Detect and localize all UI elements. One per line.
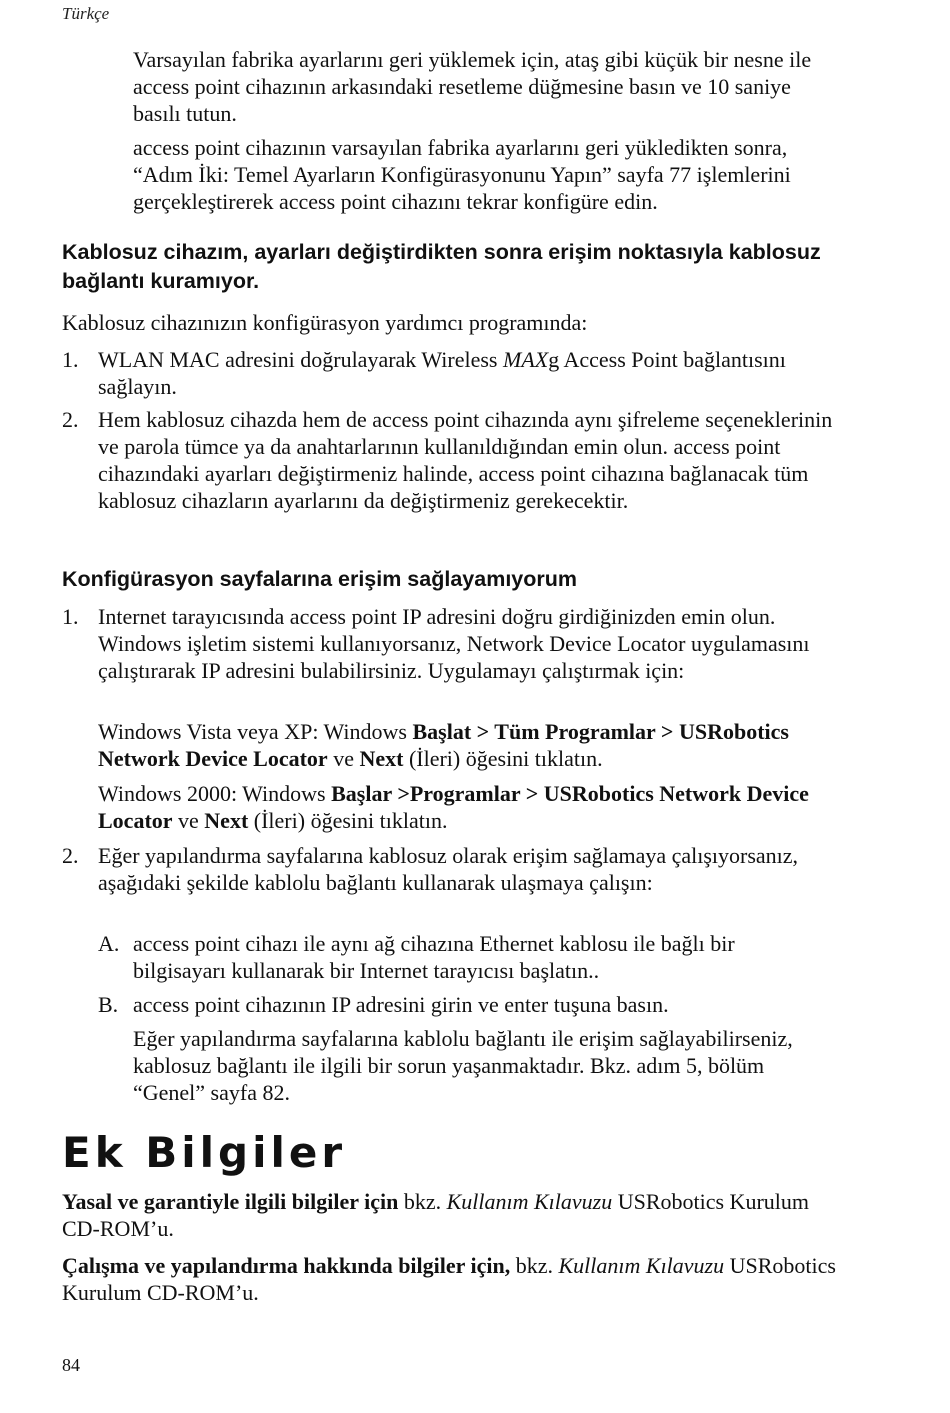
section1-lead-text: Kablosuz cihazınızın konfigürasyon yardımcı programında: — [62, 310, 588, 335]
section-heading-config-pages: Konfigürasyon sayfalarına erişim sağlayamıyorum — [62, 567, 578, 591]
sub-list-note-text: Eğer yapılandırma sayfalarına kablolu bağlantı ile erişim sağlayabilirseniz, kablosuz bağlantı ile ilgili bir sorun yaşanmaktadır. Bkz. adım 5, bölüm “Genel” sayfa 82. — [133, 1026, 793, 1105]
sub-list-note — [133, 1025, 833, 1106]
sub-list-item — [98, 930, 828, 984]
list-number: 2. — [62, 407, 79, 432]
legal-info-paragraph: Yasal ve garantiyle ilgili bilgiler için bkz. Kullanım Kılavuzu USRobotics Kurulum CD-ROM’u. — [62, 1189, 809, 1241]
section1-lead — [62, 309, 842, 336]
intro-paragraph-2 — [133, 134, 838, 215]
sub-list-item — [98, 991, 828, 1018]
sub-list-letter: B. — [98, 992, 119, 1017]
section-heading-wireless-connection: Kablosuz cihazım, ayarları değiştirdikten sonra erişim noktasıyla kablosuz bağlantı kuramıyor. — [62, 240, 821, 293]
sub-list-item-text: access point cihazı ile aynı ağ cihazına Ethernet kablosu ile bağlı bir bilgisayarı kullanarak bir Internet tarayıcısı başlatın.. — [133, 931, 735, 983]
sub-list-letter: A. — [98, 931, 120, 956]
list-number: 1. — [62, 604, 79, 629]
list-item — [62, 406, 842, 514]
intro-paragraph-1 — [133, 46, 838, 127]
page-heading-ek-bilgiler: Ek Bilgiler — [62, 1128, 347, 1177]
page-number: 84 — [62, 1355, 80, 1375]
list-item — [62, 346, 842, 400]
list-item-text: WLAN MAC adresini doğrulayarak Wireless MAXg Access Point bağlantısını sağlayın. — [98, 347, 786, 399]
list-item-text: Eğer yapılandırma sayfalarına kablosuz olarak erişim sağlamaya çalışıyorsanız, aşağıdaki şekilde kablolu bağlantı kullanarak ulaşmaya çalışın: — [98, 843, 799, 895]
intro-text-1: Varsayılan fabrika ayarlarını geri yüklemek için, ataş gibi küçük bir nesne ile access point cihazının arkasındaki resetleme düğmesine basın ve 10 saniye basılı tutun. — [133, 47, 812, 126]
config-info-paragraph: Çalışma ve yapılandırma hakkında bilgiler için, bkz. Kullanım Kılavuzu USRobotics Kurulum CD-ROM’u. — [62, 1253, 836, 1305]
instruction-windows-2000: Windows 2000: Windows Başlar >Programlar > USRobotics Network Device Locator ve Next (İleri) öğesini tıklatın. — [98, 781, 809, 833]
instruction-windows-vista-xp: Windows Vista veya XP: Windows Başlat > Tüm Programlar > USRobotics Network Device Locator ve Next (İleri) öğesini tıklatın. — [98, 719, 789, 771]
sub-list-item-text: access point cihazının IP adresini girin ve enter tuşuna basın. — [133, 992, 669, 1017]
list-item — [62, 603, 842, 684]
list-number: 1. — [62, 347, 79, 372]
list-number: 2. — [62, 843, 79, 868]
running-header-language: Türkçe — [62, 4, 110, 23]
list-item-text: Hem kablosuz cihazda hem de access point cihazında aynı şifreleme seçeneklerinin ve parola tümce ya da anahtarlarının kullanıldığından emin olun. access point cihazındaki ayarları değiştirmeniz halinde, access point cihazına bağlanacak tüm kablosuz cihazların ayarlarını da değiştirmeniz gerekecektir. — [98, 407, 833, 513]
list-item — [62, 842, 842, 896]
list-item-text: Internet tarayıcısında access point IP adresini doğru girdiğinizden emin olun. Windows işletim sistemi kullanıyorsanız, Network Device Locator uygulamasını çalıştırarak IP adresini bulabilirsiniz. Uygulamayı çalıştırmak için: — [98, 604, 810, 683]
intro-text-2: access point cihazının varsayılan fabrika ayarlarını geri yükledikten sonra, “Adım İki: Temel Ayarların Konfigürasyonunu Yapın” sayfa 77 işlemlerini gerçekleştirerek access point cihazını tekrar konfigüre edin. — [133, 135, 791, 214]
